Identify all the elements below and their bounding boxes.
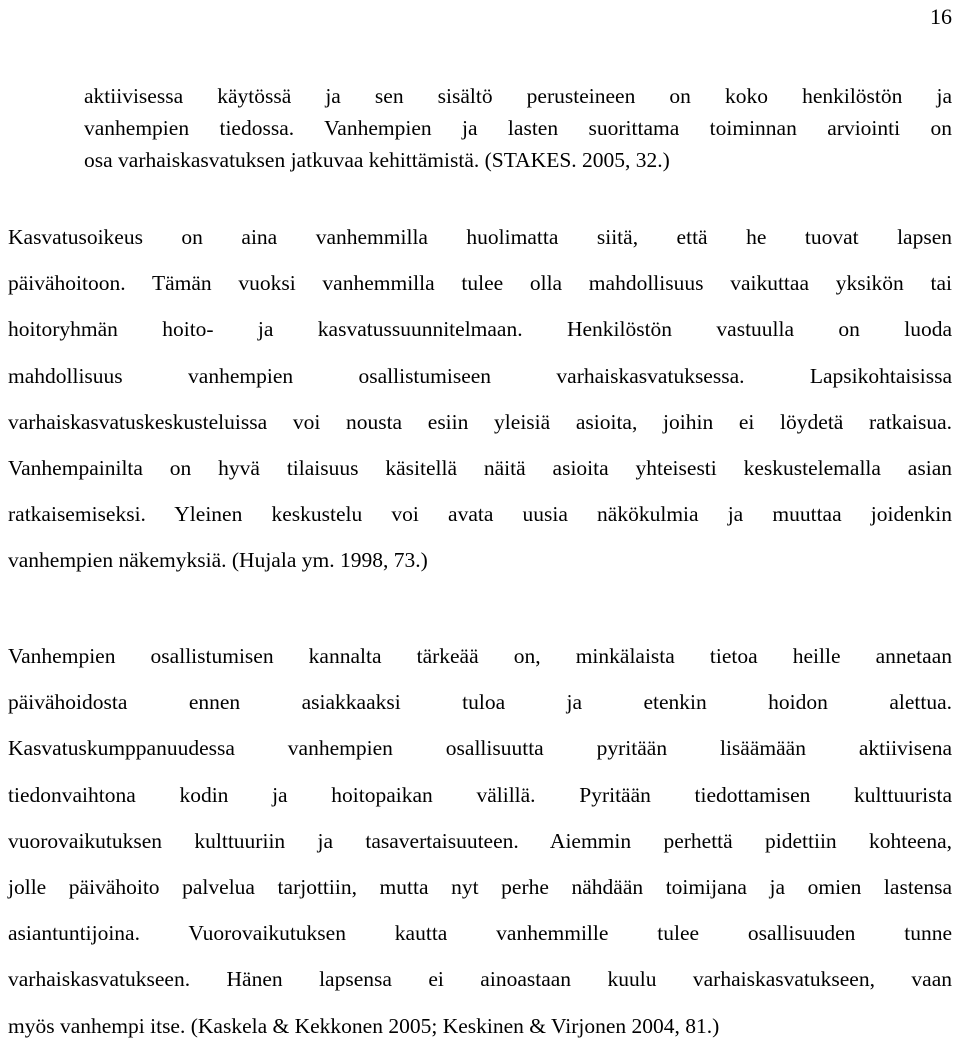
paragraph-3 [8,633,952,1049]
text-line: ratkaisemiseksi. Yleinen keskustelu voi avata uusia näkökulmia ja muuttaa joidenkin [8,502,952,527]
text-line: vuorovaikutuksen kulttuuriin ja tasavertaisuuteen. Aiemmin perhettä pidettiin kohteena, [8,828,952,853]
text-line: asiantuntijoina. Vuorovaikutuksen kautta vanhemmille tulee osallisuuden tunne [8,921,952,946]
text-line: myös vanhempi itse. (Kaskela & Kekkonen 2005; Keskinen & Virjonen 2004, 81.) [8,1013,720,1038]
text-line: Kasvatusoikeus on aina vanhemmilla huolimatta siitä, että he tuovat lapsen [8,225,952,249]
paragraph-2 [8,214,952,584]
text-line: osa varhaiskasvatuksen jatkuvaa kehittämistä. (STAKES. 2005, 32.) [84,148,670,172]
text-line: päivähoidosta ennen asiakkaaksi tuloa ja etenkin hoidon alettua. [8,690,952,715]
text-line: hoitoryhmän hoito- ja kasvatussuunnitelmaan. Henkilöstön vastuulla on luoda [8,317,952,342]
text-line: Kasvatuskumppanuudessa vanhempien osallisuutta pyritään lisäämään aktiivisena [8,736,952,761]
text-line: vanhempien tiedossa. Vanhempien ja lasten suorittama toiminnan arviointi on [84,116,952,140]
text-line: varhaiskasvatukseen. Hänen lapsensa ei ainoastaan kuulu varhaiskasvatukseen, vaan [8,967,952,992]
page-number: 16 [930,4,952,29]
text-line: vanhempien näkemyksiä. (Hujala ym. 1998, 73.) [8,548,428,573]
text-line: Vanhempainilta on hyvä tilaisuus käsitellä näitä asioita yhteisesti keskustelemalla asian [8,456,952,481]
text-line: varhaiskasvatuskeskusteluissa voi nousta esiin yleisiä asioita, joihin ei löydetä ratkaisua. [8,409,952,434]
text-line: mahdollisuus vanhempien osallistumiseen varhaiskasvatuksessa. Lapsikohtaisissa [8,363,952,388]
text-line: jolle päivähoito palvelua tarjottiin, mutta nyt perhe nähdään toimijana ja omien lastensa [8,875,952,900]
text-line: tiedonvaihtona kodin ja hoitopaikan välillä. Pyritään tiedottamisen kulttuurista [8,782,952,807]
paragraph-1 [84,80,952,176]
text-line: päivähoitoon. Tämän vuoksi vanhemmilla tulee olla mahdollisuus vaikuttaa yksikön tai [8,271,952,296]
text-line: Vanhempien osallistumisen kannalta tärkeää on, minkälaista tietoa heille annetaan [8,644,952,668]
text-line: aktiivisessa käytössä ja sen sisältö perusteineen on koko henkilöstön ja [84,84,952,108]
